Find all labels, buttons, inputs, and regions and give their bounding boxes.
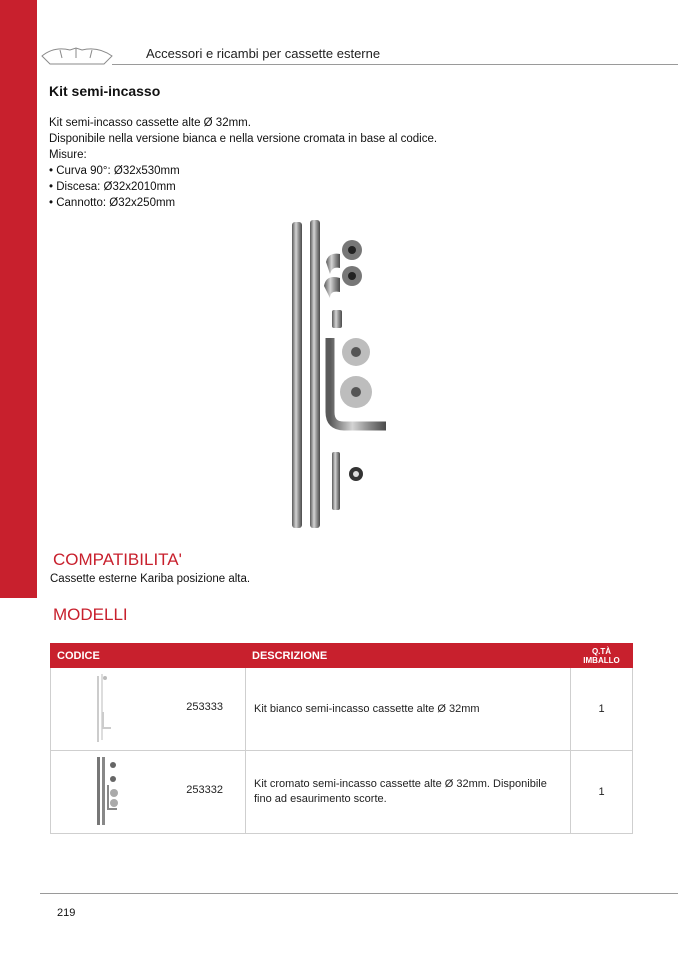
- description-cell: Kit bianco semi-incasso cassette alte Ø 32mm: [246, 668, 571, 751]
- col-qta-line1: Q.TÀ: [591, 646, 612, 656]
- page-number: 219: [57, 907, 76, 919]
- desc-line: • Curva 90°: Ø32x530mm: [49, 165, 180, 177]
- desc-line: • Cannotto: Ø32x250mm: [49, 197, 176, 209]
- crown-ornament-icon: [40, 44, 114, 66]
- compat-text: Cassette esterne Kariba posizione alta.: [50, 573, 251, 585]
- col-qta-line2: IMBALLO: [583, 655, 620, 665]
- description-cell: Kit cromato semi-incasso cassette alte Ø 32mm. Disponibile fino ad esaurimento scorte.: [246, 751, 571, 834]
- product-thumbnail: [79, 755, 119, 829]
- desc-line: • Discesa: Ø32x2010mm: [49, 181, 176, 193]
- desc-line: Disponibile nella versione bianca e nella versione cromata in base al codice.: [49, 133, 438, 145]
- codice-cell: [51, 751, 246, 834]
- desc-line: Kit semi-incasso cassette alte Ø 32mm.: [49, 117, 251, 129]
- quantity-cell: 1: [571, 668, 633, 751]
- product-thumbnail: [79, 672, 119, 746]
- table-header-row: [51, 644, 633, 668]
- models-heading: MODELLI: [53, 605, 128, 624]
- col-qta: [571, 644, 633, 668]
- product-code: 253332: [186, 784, 223, 796]
- codice-cell: [51, 668, 246, 751]
- side-accent-bar: [0, 0, 37, 598]
- header-rule: [112, 64, 678, 65]
- product-code: 253333: [186, 701, 223, 713]
- footer-rule: [40, 893, 678, 894]
- product-photo: [270, 212, 410, 532]
- col-descrizione: DESCRIZIONE: [246, 644, 571, 668]
- quantity-cell: 1: [571, 751, 633, 834]
- table-row: [51, 668, 633, 751]
- section-title: Accessori e ricambi per cassette esterne: [146, 46, 381, 61]
- product-description: [49, 115, 437, 211]
- col-codice: CODICE: [51, 644, 246, 668]
- product-title: Kit semi-incasso: [49, 83, 161, 99]
- models-table: [50, 643, 633, 834]
- table-row: [51, 751, 633, 834]
- desc-line: Misure:: [49, 149, 87, 161]
- compat-heading: COMPATIBILITA': [53, 550, 182, 569]
